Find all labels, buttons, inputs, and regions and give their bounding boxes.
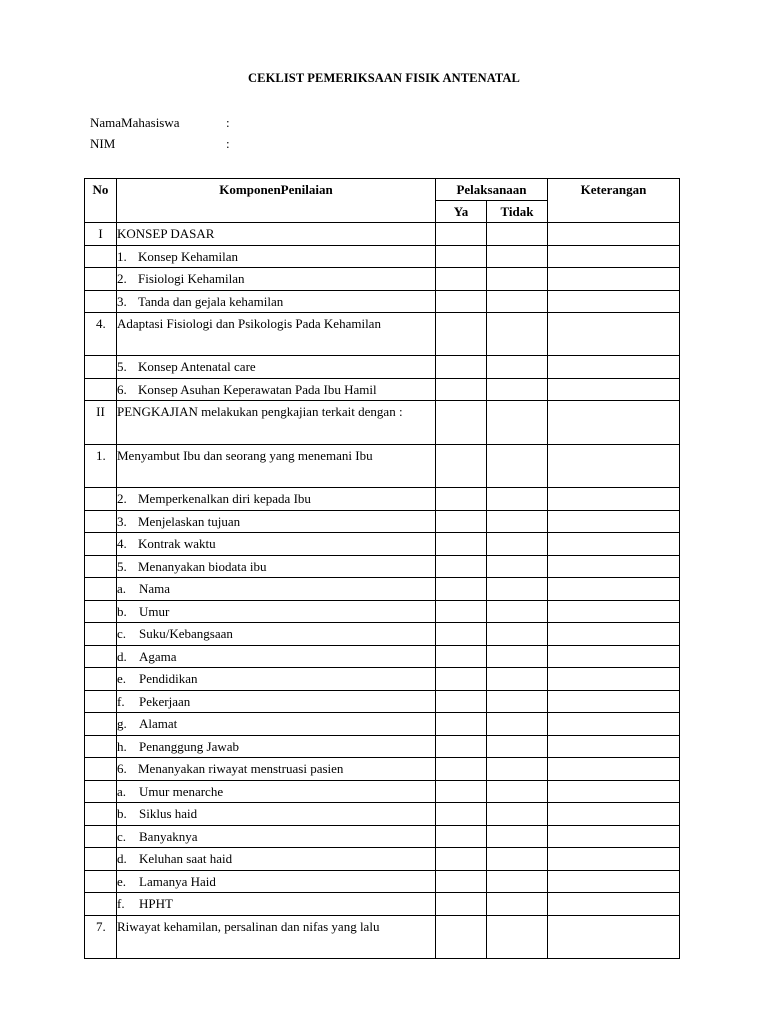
header-row bbox=[85, 179, 680, 201]
item-label: Menanyakan riwayat menstruasi pasien bbox=[138, 761, 344, 777]
header-komponen: KomponenPenilaian bbox=[117, 179, 436, 223]
item-number: 6. bbox=[117, 761, 127, 777]
item-text bbox=[117, 533, 436, 556]
item-letter: f. bbox=[117, 896, 125, 912]
document-title: CEKLIST PEMERIKSAAN FISIK ANTENATAL bbox=[248, 71, 520, 85]
item-text bbox=[117, 555, 436, 578]
table-row bbox=[85, 915, 680, 958]
item-letter: b. bbox=[117, 603, 127, 619]
item-letter: e. bbox=[117, 873, 127, 889]
item-text bbox=[117, 758, 436, 781]
table-row bbox=[85, 290, 680, 313]
tidak-cell bbox=[487, 223, 548, 246]
item-text bbox=[117, 245, 436, 268]
table-row bbox=[85, 668, 680, 691]
section-number: II bbox=[85, 401, 117, 444]
nama-mahasiswa-label: NamaMahasiswa bbox=[90, 115, 180, 130]
item-label: Riwayat kehamilan, persalinan dan nifas yang lalu bbox=[117, 918, 380, 934]
nama-mahasiswa-colon: : bbox=[226, 115, 230, 130]
table-row bbox=[85, 758, 680, 781]
header-no: No bbox=[85, 179, 117, 223]
item-text bbox=[117, 290, 436, 313]
item-text bbox=[117, 735, 436, 758]
item-letter: c. bbox=[117, 828, 127, 844]
item-label: Alamat bbox=[139, 716, 178, 732]
item-label: Tanda dan gejala kehamilan bbox=[138, 293, 284, 309]
item-text bbox=[117, 600, 436, 623]
header-keterangan: Keterangan bbox=[548, 179, 680, 223]
item-text bbox=[117, 578, 436, 601]
keterangan-cell bbox=[548, 223, 680, 246]
nim-colon: : bbox=[226, 136, 230, 151]
item-label: Konsep Asuhan Keperawatan Pada Ibu Hamil bbox=[138, 381, 377, 397]
item-text bbox=[117, 268, 436, 291]
item-label: Kontrak waktu bbox=[138, 536, 216, 552]
item-number: 4. bbox=[117, 536, 127, 552]
table-row bbox=[85, 510, 680, 533]
item-text bbox=[117, 870, 436, 893]
header-pelaksanaan: Pelaksanaan bbox=[436, 179, 548, 201]
table-row bbox=[85, 578, 680, 601]
table-row bbox=[85, 825, 680, 848]
section-title: KONSEP DASAR bbox=[117, 223, 436, 246]
item-letter: d. bbox=[117, 851, 127, 867]
item-number: 4. bbox=[96, 316, 106, 331]
item-text bbox=[117, 803, 436, 826]
item-number: 6. bbox=[117, 381, 127, 397]
item-number: 1. bbox=[96, 447, 106, 463]
item-label: Lamanya Haid bbox=[139, 873, 216, 889]
item-text bbox=[117, 690, 436, 713]
item-label: Suku/Kebangsaan bbox=[139, 626, 233, 642]
item-text bbox=[96, 313, 436, 356]
table-row bbox=[85, 623, 680, 646]
table-row bbox=[85, 488, 680, 511]
item-text bbox=[117, 825, 436, 848]
item-text bbox=[117, 645, 436, 668]
table-row bbox=[85, 713, 680, 736]
table-row bbox=[85, 735, 680, 758]
table-row bbox=[85, 378, 680, 401]
item-number: 3. bbox=[117, 293, 127, 309]
item-text bbox=[117, 623, 436, 646]
item-label: Penanggung Jawab bbox=[139, 738, 240, 754]
ya-cell bbox=[436, 223, 487, 246]
item-label: Konsep Antenatal care bbox=[138, 359, 256, 375]
item-letter: b. bbox=[117, 806, 127, 822]
section-title: PENGKAJIAN melakukan pengkajian terkait dengan : bbox=[117, 401, 436, 444]
item-number: 2. bbox=[117, 271, 127, 286]
item-letter: a. bbox=[117, 581, 127, 597]
item-letter: d. bbox=[117, 648, 127, 664]
table-row bbox=[85, 870, 680, 893]
item-number: 1. bbox=[117, 248, 127, 264]
item-number: 3. bbox=[117, 513, 127, 529]
table-row bbox=[85, 893, 680, 916]
header-ya: Ya bbox=[436, 201, 487, 223]
item-label: Konsep Kehamilan bbox=[138, 248, 239, 264]
item-text bbox=[117, 848, 436, 871]
item-label: Pekerjaan bbox=[139, 693, 191, 709]
item-label: Nama bbox=[139, 581, 171, 597]
item-text bbox=[117, 780, 436, 803]
table-row bbox=[85, 245, 680, 268]
item-label: Umur menarche bbox=[139, 783, 224, 799]
table-row bbox=[85, 268, 680, 291]
table-row bbox=[85, 444, 680, 487]
table-row bbox=[85, 690, 680, 713]
item-text bbox=[96, 915, 436, 958]
item-label: Menyambut Ibu dan seorang yang menemani Ibu bbox=[117, 447, 373, 463]
table-row bbox=[85, 555, 680, 578]
item-label: Menanyakan biodata ibu bbox=[138, 558, 267, 574]
item-number: 2. bbox=[117, 491, 127, 507]
item-text bbox=[117, 488, 436, 511]
item-text bbox=[117, 356, 436, 379]
item-letter: h. bbox=[117, 738, 127, 754]
item-text bbox=[117, 378, 436, 401]
section-row bbox=[85, 401, 680, 444]
item-text bbox=[117, 510, 436, 533]
item-letter: a. bbox=[117, 783, 127, 799]
item-letter: f. bbox=[117, 693, 125, 709]
table-row bbox=[85, 803, 680, 826]
checklist-table bbox=[84, 178, 680, 959]
item-number: 5. bbox=[117, 359, 127, 375]
item-text bbox=[117, 893, 436, 916]
item-text bbox=[117, 668, 436, 691]
item-label: Umur bbox=[139, 603, 170, 619]
item-label: Menjelaskan tujuan bbox=[138, 513, 241, 529]
nim-label: NIM bbox=[90, 136, 116, 151]
item-label: Memperkenalkan diri kepada Ibu bbox=[138, 491, 311, 507]
item-label: Siklus haid bbox=[139, 806, 198, 822]
item-label: Keluhan saat haid bbox=[139, 851, 233, 867]
item-text bbox=[96, 444, 436, 487]
item-label: Pendidikan bbox=[139, 671, 198, 687]
item-label: Adaptasi Fisiologi dan Psikologis Pada Kehamilan bbox=[117, 316, 381, 331]
table-row bbox=[85, 356, 680, 379]
item-letter: c. bbox=[117, 626, 127, 642]
table-row bbox=[85, 313, 680, 356]
table-row bbox=[85, 645, 680, 668]
section-row bbox=[85, 223, 680, 246]
item-label: Fisiologi Kehamilan bbox=[138, 271, 245, 286]
item-number: 5. bbox=[117, 558, 127, 574]
table-row bbox=[85, 600, 680, 623]
item-letter: g. bbox=[117, 716, 127, 732]
table-row bbox=[85, 533, 680, 556]
section-number: I bbox=[85, 223, 117, 246]
item-label: Agama bbox=[139, 648, 177, 664]
table-row bbox=[85, 848, 680, 871]
table-row bbox=[85, 780, 680, 803]
item-label: HPHT bbox=[139, 896, 173, 912]
item-text bbox=[117, 713, 436, 736]
item-number: 7. bbox=[96, 918, 106, 934]
header-tidak: Tidak bbox=[487, 201, 548, 223]
item-label: Banyaknya bbox=[139, 828, 198, 844]
item-letter: e. bbox=[117, 671, 127, 687]
